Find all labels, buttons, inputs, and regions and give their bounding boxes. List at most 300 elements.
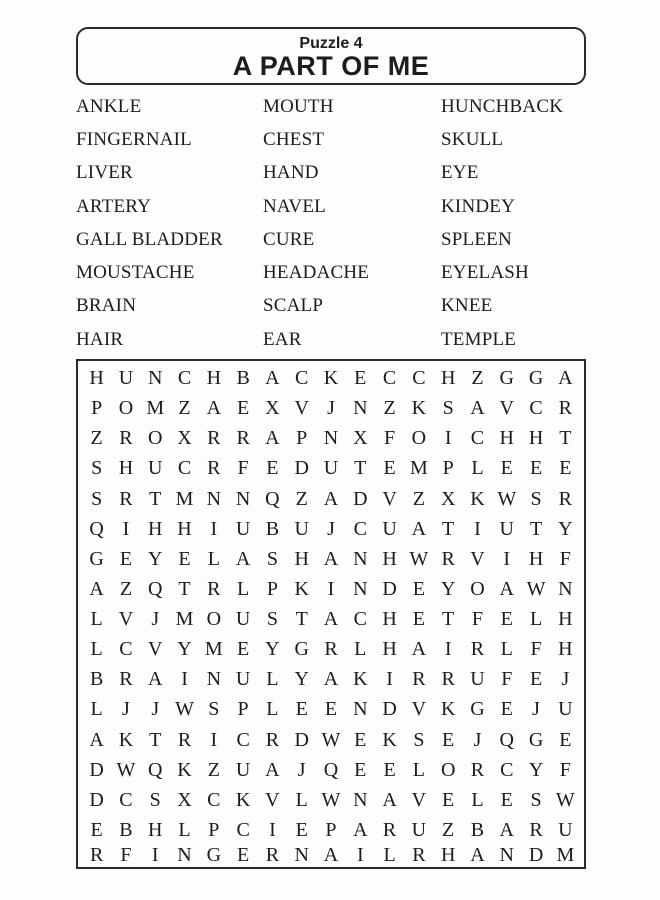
grid-letter[interactable]: X <box>440 487 456 510</box>
grid-letter[interactable]: X <box>265 397 280 420</box>
grid-letter[interactable]: I <box>181 668 188 691</box>
grid-letter[interactable]: A <box>265 367 280 390</box>
grid-letter[interactable]: H <box>382 638 397 661</box>
grid-letter[interactable]: I <box>503 547 511 570</box>
grid-letter[interactable]: L <box>207 547 220 570</box>
grid-letter[interactable]: E <box>559 457 572 480</box>
grid-letter[interactable]: V <box>118 608 134 631</box>
grid-letter[interactable]: H <box>206 367 222 390</box>
grid-letter[interactable]: U <box>294 517 309 540</box>
grid-letter[interactable]: I <box>474 517 481 540</box>
grid-letter[interactable]: T <box>529 517 543 540</box>
grid-letter[interactable]: L <box>295 788 308 811</box>
grid-letter[interactable]: N <box>206 668 222 691</box>
grid-letter[interactable]: A <box>411 638 427 661</box>
grid-letter[interactable]: H <box>177 517 192 540</box>
grid-letter[interactable]: K <box>235 788 251 811</box>
grid-letter[interactable]: L <box>529 608 543 631</box>
grid-letter[interactable]: O <box>411 427 427 450</box>
grid-letter[interactable]: Q <box>89 517 104 540</box>
grid-letter[interactable]: R <box>177 728 192 751</box>
grid-letter[interactable]: T <box>559 427 572 450</box>
grid-letter[interactable]: Z <box>471 367 484 390</box>
grid-letter[interactable]: R <box>441 668 455 691</box>
grid-letter[interactable]: J <box>473 728 482 751</box>
grid-letter[interactable]: U <box>235 758 251 781</box>
grid-letter[interactable]: Q <box>148 758 163 781</box>
grid-letter[interactable]: C <box>236 728 250 751</box>
grid-letter[interactable]: D <box>528 844 544 866</box>
grid-letter[interactable]: A <box>499 818 514 841</box>
grid-letter[interactable]: J <box>122 698 130 721</box>
grid-letter[interactable]: L <box>237 577 250 600</box>
grid-letter[interactable]: H <box>558 608 573 631</box>
grid-letter[interactable]: G <box>528 367 544 390</box>
grid-letter[interactable]: Y <box>177 638 192 661</box>
grid-letter[interactable]: W <box>555 788 575 811</box>
grid-letter[interactable]: R <box>412 668 426 691</box>
grid-letter[interactable]: L <box>412 758 425 781</box>
grid-letter[interactable]: A <box>265 758 280 781</box>
grid-letter[interactable]: E <box>295 698 308 721</box>
grid-letter[interactable]: Y <box>558 517 573 540</box>
grid-letter[interactable]: N <box>353 698 368 721</box>
grid-letter[interactable]: O <box>470 577 485 600</box>
grid-letter[interactable]: H <box>294 547 309 570</box>
grid-letter[interactable]: V <box>265 788 280 811</box>
grid-letter[interactable]: U <box>118 367 134 390</box>
grid-letter[interactable]: E <box>354 367 367 390</box>
grid-letter[interactable]: I <box>327 577 335 600</box>
grid-letter[interactable]: E <box>500 788 513 811</box>
grid-letter[interactable]: Q <box>323 758 339 781</box>
grid-letter[interactable]: X <box>177 427 192 450</box>
grid-letter[interactable]: D <box>382 577 397 600</box>
grid-letter[interactable]: M <box>556 844 575 866</box>
grid-letter[interactable]: E <box>119 547 133 570</box>
grid-letter[interactable]: E <box>412 577 425 600</box>
grid-letter[interactable]: U <box>235 668 251 691</box>
grid-letter[interactable]: X <box>177 788 192 811</box>
grid-letter[interactable]: A <box>265 427 280 450</box>
grid-letter[interactable]: M <box>146 397 165 420</box>
grid-letter[interactable]: B <box>236 367 250 390</box>
grid-letter[interactable]: L <box>471 457 484 480</box>
word-list-item: LIVER <box>76 162 133 184</box>
grid-letter[interactable]: E <box>442 728 455 751</box>
grid-letter[interactable]: J <box>532 698 540 721</box>
grid-letter[interactable]: F <box>559 547 571 570</box>
grid-letter[interactable]: I <box>210 517 218 540</box>
grid-letter[interactable]: K <box>440 698 456 721</box>
grid-letter[interactable]: Z <box>178 397 191 420</box>
word-list-item: SKULL <box>441 128 504 150</box>
grid-letter[interactable]: P <box>91 397 103 420</box>
grid-letter[interactable]: O <box>206 608 222 631</box>
grid-letter[interactable]: L <box>354 638 367 661</box>
grid-letter[interactable]: H <box>558 638 573 661</box>
grid-letter[interactable]: E <box>237 638 250 661</box>
grid-letter[interactable]: N <box>353 577 368 600</box>
grid-letter[interactable]: I <box>356 844 364 866</box>
grid-letter[interactable]: S <box>149 788 161 811</box>
grid-letter[interactable]: T <box>178 577 191 600</box>
grid-letter[interactable]: I <box>210 728 218 751</box>
grid-letter[interactable]: H <box>440 367 456 390</box>
grid-letter[interactable]: M <box>175 487 194 510</box>
grid-letter[interactable]: Y <box>265 638 280 661</box>
grid-letter[interactable]: H <box>528 547 544 570</box>
grid-letter[interactable]: B <box>470 818 485 841</box>
grid-letter[interactable]: K <box>411 397 427 420</box>
grid-letter[interactable]: R <box>265 844 280 866</box>
grid-letter[interactable]: L <box>178 818 191 841</box>
grid-letter[interactable]: R <box>207 577 221 600</box>
grid-letter[interactable]: D <box>294 728 309 751</box>
grid-letter[interactable]: N <box>206 487 222 510</box>
grid-letter[interactable]: R <box>265 728 280 751</box>
grid-letter[interactable]: H <box>382 547 397 570</box>
grid-letter[interactable]: V <box>411 788 427 811</box>
grid-letter[interactable]: T <box>149 487 162 510</box>
grid-letter[interactable]: M <box>175 608 194 631</box>
grid-letter[interactable]: B <box>89 668 104 691</box>
grid-letter[interactable]: S <box>530 788 542 811</box>
grid-letter[interactable]: A <box>411 517 427 540</box>
grid-letter[interactable]: R <box>207 427 221 450</box>
grid-letter[interactable]: Q <box>499 728 514 751</box>
grid-letter[interactable]: C <box>207 788 221 811</box>
grid-letter[interactable]: J <box>561 668 570 691</box>
grid-letter[interactable]: V <box>411 698 427 721</box>
grid-letter[interactable]: R <box>558 397 573 420</box>
grid-letter[interactable]: R <box>119 668 133 691</box>
grid-letter[interactable]: S <box>266 608 278 631</box>
grid-letter[interactable]: H <box>148 818 163 841</box>
grid-letter[interactable]: A <box>353 818 368 841</box>
word-list-item: MOUTH <box>263 95 334 117</box>
grid-letter[interactable]: M <box>409 457 428 480</box>
grid-letter[interactable]: A <box>323 608 339 631</box>
grid-letter[interactable]: E <box>354 758 367 781</box>
grid-letter[interactable]: M <box>204 638 223 661</box>
grid-letter[interactable]: D <box>89 758 104 781</box>
grid-letter[interactable]: Z <box>119 577 133 600</box>
grid-letter[interactable]: A <box>235 547 251 570</box>
grid-letter[interactable]: P <box>442 457 454 480</box>
grid-letter[interactable]: F <box>384 427 396 450</box>
grid-letter[interactable]: U <box>148 457 163 480</box>
grid-letter[interactable]: A <box>323 844 339 866</box>
word-list <box>76 90 596 354</box>
grid-letter[interactable]: N <box>235 487 251 510</box>
grid-letter[interactable]: S <box>91 487 103 510</box>
grid-letter[interactable]: G <box>89 547 104 570</box>
grid-letter[interactable]: Y <box>528 758 544 781</box>
grid-letter[interactable]: R <box>412 844 426 866</box>
grid-letter[interactable]: L <box>500 638 513 661</box>
grid-letter[interactable]: E <box>383 758 396 781</box>
grid-letter[interactable]: A <box>499 577 514 600</box>
grid-letter[interactable]: A <box>382 788 397 811</box>
grid-letter[interactable]: S <box>266 547 278 570</box>
grid-letter[interactable]: Z <box>207 758 220 781</box>
grid-letter[interactable]: A <box>323 668 339 691</box>
grid-letter[interactable]: R <box>324 638 338 661</box>
grid-letter[interactable]: A <box>470 397 485 420</box>
grid-letter[interactable]: E <box>500 698 513 721</box>
grid-letter[interactable]: C <box>295 367 309 390</box>
grid-letter[interactable]: K <box>323 367 339 390</box>
grid-letter[interactable]: V <box>499 397 514 420</box>
grid-letter[interactable]: V <box>470 547 485 570</box>
grid-letter[interactable]: F <box>559 758 571 781</box>
grid-letter[interactable]: E <box>237 844 250 866</box>
grid-letter[interactable]: P <box>266 577 278 600</box>
grid-letter[interactable]: C <box>412 367 426 390</box>
grid-letter[interactable]: C <box>353 517 367 540</box>
grid-letter[interactable]: W <box>175 698 194 721</box>
grid-letter[interactable]: B <box>265 517 280 540</box>
grid-letter[interactable]: J <box>327 517 335 540</box>
grid-letter[interactable]: R <box>470 758 485 781</box>
grid-letter[interactable]: T <box>442 608 455 631</box>
grid-letter[interactable]: W <box>497 487 517 510</box>
grid-letter[interactable]: W <box>321 728 341 751</box>
grid-letter[interactable]: E <box>295 818 308 841</box>
grid-letter[interactable]: L <box>90 698 103 721</box>
grid-letter[interactable]: E <box>442 788 455 811</box>
grid-letter[interactable]: I <box>151 844 159 866</box>
grid-letter[interactable]: P <box>237 698 249 721</box>
grid-letter[interactable]: Q <box>148 577 163 600</box>
grid-letter[interactable]: N <box>353 397 368 420</box>
grid-letter[interactable]: U <box>323 457 339 480</box>
grid-letter[interactable]: A <box>470 844 485 866</box>
grid-letter[interactable]: T <box>354 457 367 480</box>
grid-letter[interactable]: F <box>501 668 513 691</box>
grid-letter[interactable]: C <box>382 367 397 390</box>
word-list-item: SCALP <box>263 295 324 317</box>
grid-letter[interactable]: U <box>558 698 573 721</box>
grid-letter[interactable]: G <box>294 638 309 661</box>
grid-letter[interactable]: D <box>353 487 368 510</box>
grid-letter[interactable]: H <box>382 608 397 631</box>
grid-letter[interactable]: E <box>500 608 513 631</box>
grid-letter[interactable]: J <box>151 698 160 721</box>
grid-letter[interactable]: G <box>528 728 544 751</box>
grid-letter[interactable]: W <box>526 577 546 600</box>
grid-letter[interactable]: S <box>91 457 103 480</box>
grid-letter[interactable]: P <box>325 818 337 841</box>
grid-letter[interactable]: F <box>120 844 132 866</box>
grid-letter[interactable]: X <box>353 427 368 450</box>
letter-grid <box>82 363 580 865</box>
grid-letter[interactable]: P <box>296 427 308 450</box>
grid-letter[interactable]: E <box>412 608 425 631</box>
grid-letter[interactable]: C <box>177 367 192 390</box>
grid-letter[interactable]: R <box>470 638 485 661</box>
grid-letter[interactable]: Y <box>440 577 456 600</box>
grid-letter[interactable]: I <box>122 517 130 540</box>
grid-letter[interactable]: Z <box>90 427 103 450</box>
grid-letter[interactable]: H <box>528 427 544 450</box>
grid-letter[interactable]: V <box>148 638 163 661</box>
grid-letter[interactable]: E <box>559 728 572 751</box>
grid-letter[interactable]: E <box>529 668 543 691</box>
grid-letter[interactable]: N <box>294 844 309 866</box>
grid-letter[interactable]: C <box>119 638 133 661</box>
grid-letter[interactable]: E <box>500 457 513 480</box>
grid-letter[interactable]: Y <box>148 547 163 570</box>
grid-letter[interactable]: U <box>499 517 514 540</box>
grid-letter[interactable]: R <box>382 818 397 841</box>
puzzle-number: Puzzle 4 <box>299 35 363 52</box>
grid-letter[interactable]: E <box>529 457 543 480</box>
grid-letter[interactable]: A <box>558 367 573 390</box>
grid-letter[interactable]: O <box>118 397 134 420</box>
grid-letter[interactable]: A <box>89 728 104 751</box>
grid-letter[interactable]: I <box>444 427 452 450</box>
grid-letter[interactable]: R <box>236 427 250 450</box>
grid-letter[interactable]: C <box>500 758 514 781</box>
grid-letter[interactable]: D <box>89 788 104 811</box>
grid-letter[interactable]: W <box>321 788 341 811</box>
grid-letter[interactable]: R <box>119 427 133 450</box>
grid-letter[interactable]: R <box>529 818 543 841</box>
grid-letter[interactable]: N <box>353 547 368 570</box>
grid-letter[interactable]: N <box>558 577 573 600</box>
grid-letter[interactable]: Y <box>294 668 309 691</box>
grid-letter[interactable]: N <box>353 788 368 811</box>
grid-letter[interactable]: E <box>90 818 103 841</box>
grid-letter[interactable]: U <box>235 517 251 540</box>
grid-letter[interactable]: L <box>383 844 396 866</box>
grid-letter[interactable]: L <box>266 698 279 721</box>
grid-letter[interactable]: G <box>499 367 514 390</box>
grid-letter[interactable]: I <box>269 818 276 841</box>
grid-letter[interactable]: K <box>382 728 397 751</box>
grid-letter[interactable]: S <box>208 698 220 721</box>
word-list-item: HEADACHE <box>263 262 370 284</box>
grid-letter[interactable]: J <box>297 758 306 781</box>
grid-letter[interactable]: A <box>323 487 339 510</box>
grid-letter[interactable]: L <box>90 608 103 631</box>
grid-letter[interactable]: O <box>440 758 456 781</box>
grid-letter[interactable]: C <box>119 788 133 811</box>
grid-letter[interactable]: Z <box>295 487 308 510</box>
grid-letter[interactable]: E <box>178 547 191 570</box>
grid-letter[interactable]: E <box>237 397 250 420</box>
grid-letter[interactable]: E <box>383 457 396 480</box>
grid-letter[interactable]: N <box>177 844 192 866</box>
grid-letter[interactable]: A <box>206 397 222 420</box>
grid-letter[interactable]: I <box>386 668 393 691</box>
grid-letter[interactable]: T <box>295 608 308 631</box>
grid-letter[interactable]: L <box>90 638 103 661</box>
grid-letter[interactable]: Q <box>265 487 280 510</box>
grid-letter[interactable]: S <box>442 397 454 420</box>
grid-letter[interactable]: L <box>471 788 484 811</box>
grid-letter[interactable]: Z <box>442 818 455 841</box>
grid-letter[interactable]: R <box>119 487 133 510</box>
grid-letter[interactable]: L <box>266 668 279 691</box>
grid-letter[interactable]: K <box>118 728 134 751</box>
grid-letter[interactable]: U <box>411 818 427 841</box>
grid-letter[interactable]: F <box>530 638 542 661</box>
grid-letter[interactable]: V <box>294 397 309 420</box>
grid-letter[interactable]: C <box>353 608 367 631</box>
grid-letter[interactable]: J <box>327 397 335 420</box>
grid-letter[interactable]: O <box>148 427 163 450</box>
grid-letter[interactable]: A <box>89 577 104 600</box>
grid-letter[interactable]: B <box>119 818 133 841</box>
grid-letter[interactable]: F <box>237 457 249 480</box>
grid-letter[interactable]: U <box>235 608 251 631</box>
grid-letter[interactable]: U <box>470 668 485 691</box>
grid-letter[interactable]: C <box>470 427 485 450</box>
grid-letter[interactable]: C <box>529 397 543 420</box>
grid-letter[interactable]: G <box>206 844 222 866</box>
grid-letter[interactable]: H <box>499 427 514 450</box>
grid-letter[interactable]: D <box>294 457 309 480</box>
grid-letter[interactable]: N <box>323 427 339 450</box>
grid-letter[interactable]: N <box>148 367 163 390</box>
grid-letter[interactable]: K <box>177 758 192 781</box>
grid-letter[interactable]: C <box>177 457 192 480</box>
grid-letter[interactable]: W <box>116 758 136 781</box>
grid-letter[interactable]: R <box>207 457 221 480</box>
grid-letter[interactable]: I <box>444 638 452 661</box>
grid-letter[interactable]: C <box>236 818 250 841</box>
grid-letter[interactable]: G <box>470 698 485 721</box>
grid-letter[interactable]: K <box>294 577 309 600</box>
grid-letter[interactable]: H <box>118 457 134 480</box>
grid-letter[interactable]: D <box>382 698 397 721</box>
grid-letter[interactable]: K <box>470 487 485 510</box>
grid-letter[interactable]: E <box>324 698 338 721</box>
grid-letter[interactable]: S <box>413 728 425 751</box>
grid-letter[interactable]: V <box>382 487 397 510</box>
grid-letter[interactable]: H <box>89 367 104 390</box>
grid-letter[interactable]: T <box>149 728 162 751</box>
grid-letter[interactable]: E <box>266 457 279 480</box>
grid-letter[interactable]: P <box>208 818 220 841</box>
grid-letter[interactable]: J <box>151 608 160 631</box>
grid-letter[interactable]: W <box>409 547 429 570</box>
grid-letter[interactable]: R <box>89 844 104 866</box>
grid-letter[interactable]: A <box>323 547 339 570</box>
grid-letter[interactable]: E <box>354 728 367 751</box>
grid-letter[interactable]: H <box>148 517 163 540</box>
grid-letter[interactable]: R <box>441 547 455 570</box>
grid-letter[interactable]: A <box>148 668 163 691</box>
grid-letter[interactable]: U <box>382 517 397 540</box>
grid-letter[interactable]: F <box>471 608 484 631</box>
word-list-item: CHEST <box>263 128 325 150</box>
grid-letter[interactable]: N <box>499 844 514 866</box>
word-list-item: FINGERNAIL <box>76 128 192 150</box>
word-list-item: ANKLE <box>76 95 142 117</box>
grid-letter[interactable]: Z <box>383 397 396 420</box>
grid-letter[interactable]: U <box>558 818 573 841</box>
grid-letter[interactable]: T <box>442 517 455 540</box>
grid-letter[interactable]: S <box>530 487 542 510</box>
grid-letter[interactable]: Z <box>412 487 425 510</box>
grid-letter[interactable]: K <box>353 668 368 691</box>
grid-letter[interactable]: R <box>558 487 573 510</box>
grid-letter[interactable]: H <box>440 844 456 866</box>
